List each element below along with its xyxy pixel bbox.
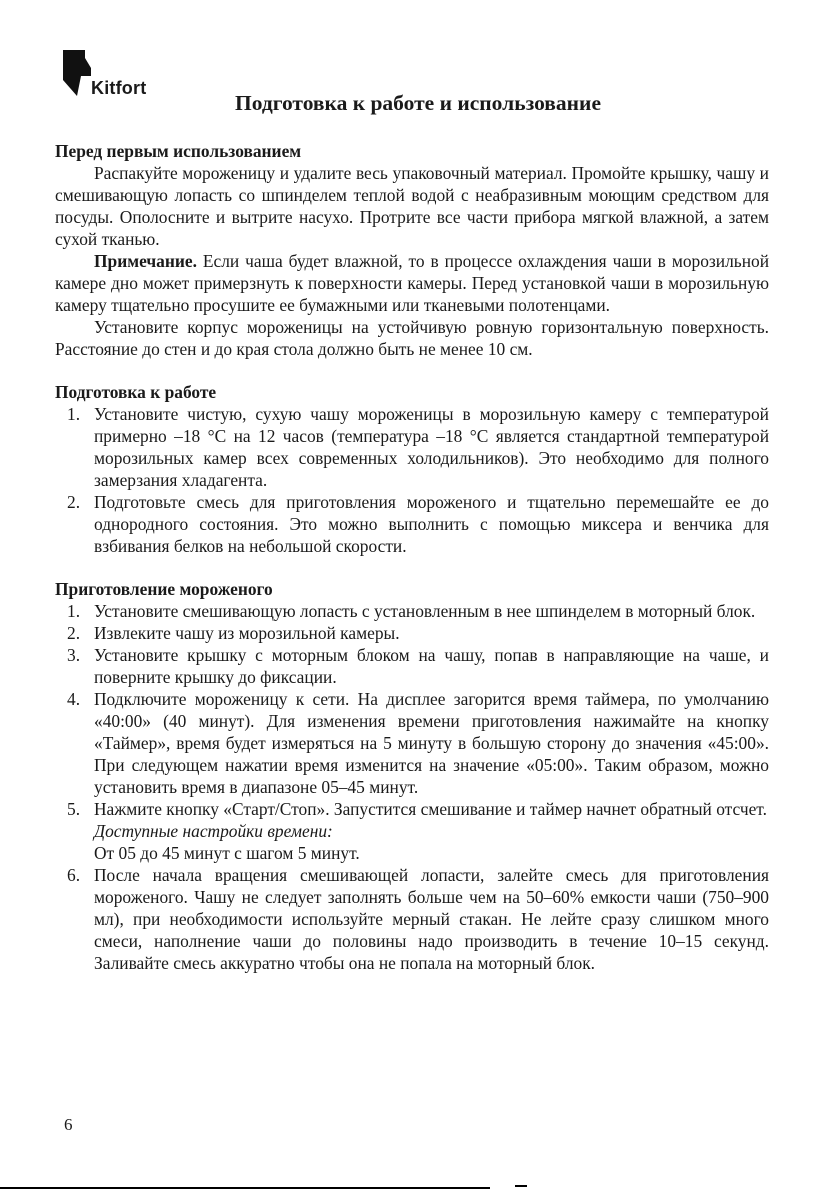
footer-rule xyxy=(0,1187,490,1189)
preparation-list xyxy=(55,403,769,557)
list-item: 5. Нажмите кнопку «Старт/Стоп». Запустится смешивание и таймер начнет обратный отсчет. xyxy=(67,799,767,819)
list-item: 1. Установите смешивающую лопасть с установленным в нее шпинделем в моторный блок. xyxy=(67,601,756,621)
list-item: 3. Установите крышку с моторным блоком на чашу, попав в направляющие на чаше, и поверните крышку до фиксации. xyxy=(67,645,769,687)
section-heading-making: Приготовление мороженого xyxy=(55,579,273,599)
list-item: 2. Подготовьте смесь для приготовления мороженого и тщательно перемешайте ее до однородного состояния. Это можно выполнить с помощью миксера и венчика для взбивания белков на небольшой скорости. xyxy=(67,492,769,556)
brand-name: Kitfort xyxy=(91,78,147,98)
paragraph-note xyxy=(55,250,769,316)
list-item: 6. После начала вращения смешивающей лопасти, залейте смесь для приготовления мороженого. Чашу не следует заполнять больше чем на 50–60% емкости чаши (750–900 мл), при необходимости используйте мерный стакан. Не лейте сразу слишком много смеси, наполнение чаши до половины надо производить в течение 10–15 секунд. Заливайте смесь аккуратно чтобы она не попала на моторный блок. xyxy=(67,865,769,973)
page-number: 6 xyxy=(64,1115,73,1134)
making-list xyxy=(55,600,769,820)
note-text: Если чаша будет влажной, то в процессе охлаждения чаши в морозильной камере дно может примерзнуть к поверхности камеры. Перед установкой чаши в морозильную камеру тщательно просушите ее бумажными или тканевыми полотенцами. xyxy=(55,251,769,315)
list-item: 1. Установите чистую, сухую чашу мороженицы в морозильную камеру с температурой примерно –18 °С на 12 часов (температура –18 °С является стандартной температурой морозильных камер всех современных холодильников). Это необходимо для полного замерзания хладагента. xyxy=(67,404,769,490)
document-body xyxy=(55,140,769,974)
section-heading-before-first-use: Перед первым использованием xyxy=(55,141,302,161)
page-title: Подготовка к работе и использование xyxy=(235,91,601,115)
note-label: Примечание. xyxy=(94,251,197,271)
list-item: 2. Извлеките чашу из морозильной камеры. xyxy=(67,623,400,643)
time-settings-label: Доступные настройки времени: xyxy=(94,821,333,841)
kitfort-logo-icon xyxy=(63,50,91,96)
list-item: 4. Подключите мороженицу к сети. На дисплее загорится время таймера, по умолчанию «40:00» (40 минут). Для изменения времени приготовления нажимайте на кнопку «Таймер», время будет измеряться на 5 минуту в большую сторону до значения «45:00». При следующем нажатии время изменится на значение «05:00». Таким образом, можно установить время в диапазоне 05–45 минут. xyxy=(67,689,769,797)
footer-mark xyxy=(515,1185,527,1187)
paragraph-placement: Установите корпус мороженицы на устойчивую ровную горизонтальную поверхность. Расстояние до стен и до края стола должно быть не менее 10 см. xyxy=(55,317,769,359)
section-heading-preparation: Подготовка к работе xyxy=(55,382,217,402)
paragraph-unpack: Распакуйте мороженицу и удалите весь упаковочный материал. Промойте крышку, чашу и смешивающую лопасть со шпинделем теплой водой с неабразивным моющим средством для посуды. Ополосните и вытрите насухо. Протрите все части прибора мягкой влажной, а затем сухой тканью. xyxy=(55,163,769,249)
making-list-continued xyxy=(55,864,769,974)
time-settings-text: От 05 до 45 минут с шагом 5 минут. xyxy=(94,843,360,863)
